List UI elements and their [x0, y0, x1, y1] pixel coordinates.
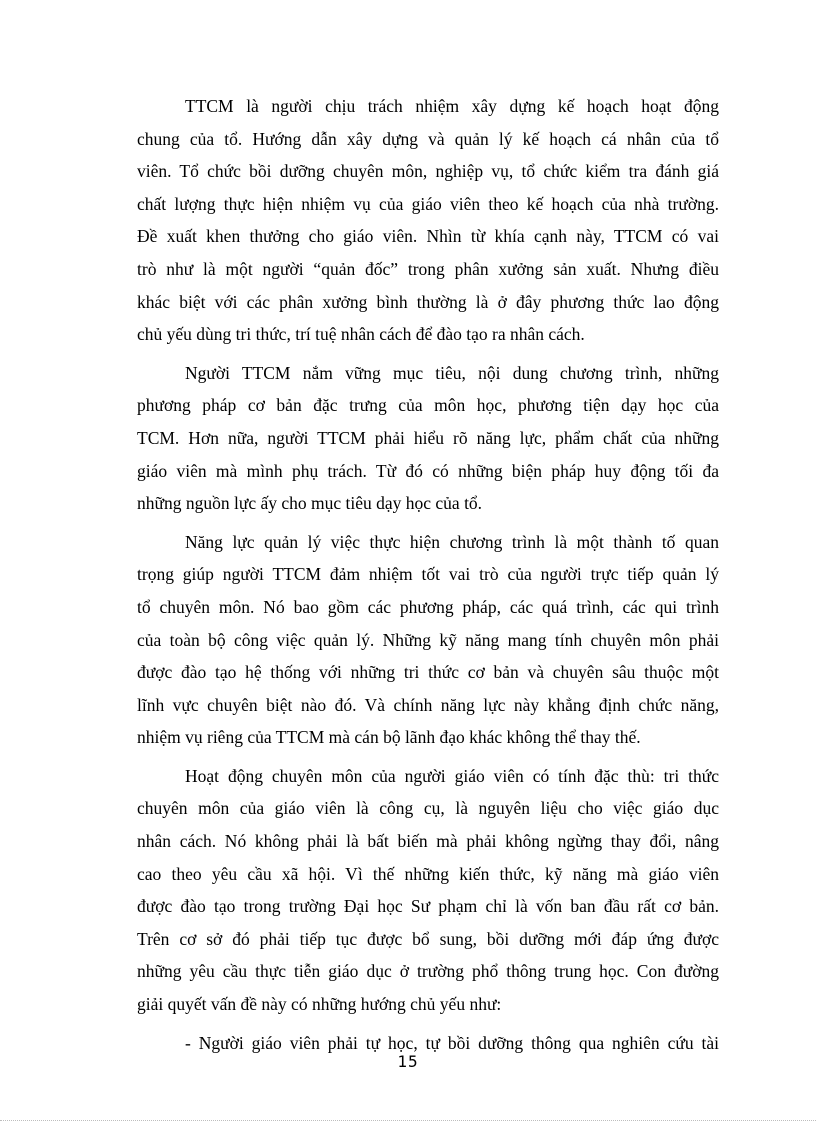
- page-bottom-dotted-rule: [0, 1120, 816, 1121]
- text-line: TTCM là người chịu trách nhiệm xây dựng kế hoạch hoạt động: [185, 96, 719, 116]
- text-line: phương pháp cơ bản đặc trưng của môn học, phương tiện dạy học của: [137, 395, 719, 416]
- text-line: trọng giúp người TTCM đảm nhiệm tốt vai trò của người trực tiếp quản lý: [137, 564, 719, 585]
- text-line: tổ chuyên môn. Nó bao gồm các phương pháp, các quá trình, các qui trình: [137, 596, 719, 617]
- paragraph-2: [137, 357, 719, 520]
- text-line: giải quyết vấn đề này có những hướng chủ yếu như:: [137, 994, 502, 1015]
- document-body: [137, 90, 719, 1059]
- text-line: nhiệm vụ riêng của TTCM mà cán bộ lãnh đạo khác không thể thay thế.: [137, 727, 641, 748]
- text-line: lĩnh vực chuyên biệt nào đó. Và chính năng lực này khẳng định chức năng,: [137, 694, 719, 715]
- text-line: khác biệt với các phân xưởng bình thường là ở đây phương thức lao động: [137, 291, 719, 312]
- text-line: TCM. Hơn nữa, người TTCM phải hiểu rõ năng lực, phẩm chất của những: [137, 427, 719, 448]
- text-line: những yêu cầu thực tiễn giáo dục ở trường phổ thông trung học. Con đường: [137, 961, 719, 982]
- paragraph-1: [137, 90, 719, 351]
- text-line: Hoạt động chuyên môn của người giáo viên có tính đặc thù: tri thức: [185, 765, 719, 786]
- text-line: viên. Tổ chức bồi dưỡng chuyên môn, nghiệp vụ, tổ chức kiểm tra đánh giá: [137, 161, 719, 182]
- text-line: giáo viên mà mình phụ trách. Từ đó có những biện pháp huy động tối đa: [137, 460, 719, 481]
- text-line: nhân cách. Nó không phải là bất biến mà phải không ngừng thay đổi, nâng: [137, 831, 719, 852]
- text-line: chung của tổ. Hướng dẫn xây dựng và quản lý kế hoạch cá nhân của tổ: [137, 128, 719, 149]
- text-line: Năng lực quản lý việc thực hiện chương trình là một thành tố quan: [185, 531, 719, 552]
- text-line: Người TTCM nắm vững mục tiêu, nội dung chương trình, những: [185, 362, 719, 383]
- text-line: cao theo yêu cầu xã hội. Vì thế những kiến thức, kỹ năng mà giáo viên: [137, 863, 719, 884]
- text-line: Trên cơ sở đó phải tiếp tục được bổ sung, bồi dưỡng mới đáp ứng được: [137, 928, 719, 949]
- paragraph-3: [137, 526, 719, 754]
- text-line: chất lượng thực hiện nhiệm vụ của giáo viên theo kế hoạch của nhà trường.: [137, 193, 719, 214]
- paragraph-4: [137, 760, 719, 1021]
- text-line: những nguồn lực ấy cho mục tiêu dạy học của tổ.: [137, 493, 483, 514]
- text-line: của toàn bộ công việc quản lý. Những kỹ năng mang tính chuyên môn phải: [137, 629, 719, 650]
- text-line: chủ yếu dùng tri thức, trí tuệ nhân cách để đào tạo ra nhân cách.: [137, 324, 585, 345]
- page-number: 15: [397, 1052, 419, 1071]
- text-line: Đề xuất khen thưởng cho giáo viên. Nhìn từ khía cạnh này, TTCM có vai: [137, 226, 719, 247]
- text-line: - Người giáo viên phải tự học, tự bồi dưỡng thông qua nghiên cứu tài: [185, 1032, 719, 1053]
- text-line: được đào tạo trong trường Đại học Sư phạm chỉ là vốn ban đầu rất cơ bản.: [137, 896, 719, 917]
- text-line: được đào tạo hệ thống với những tri thức cơ bản và chuyên sâu thuộc một: [137, 662, 719, 683]
- text-line: trò như là một người “quản đốc” trong phân xưởng sản xuất. Nhưng điều: [137, 258, 719, 279]
- text-line: chuyên môn của giáo viên là công cụ, là nguyên liệu cho việc giáo dục: [137, 798, 719, 819]
